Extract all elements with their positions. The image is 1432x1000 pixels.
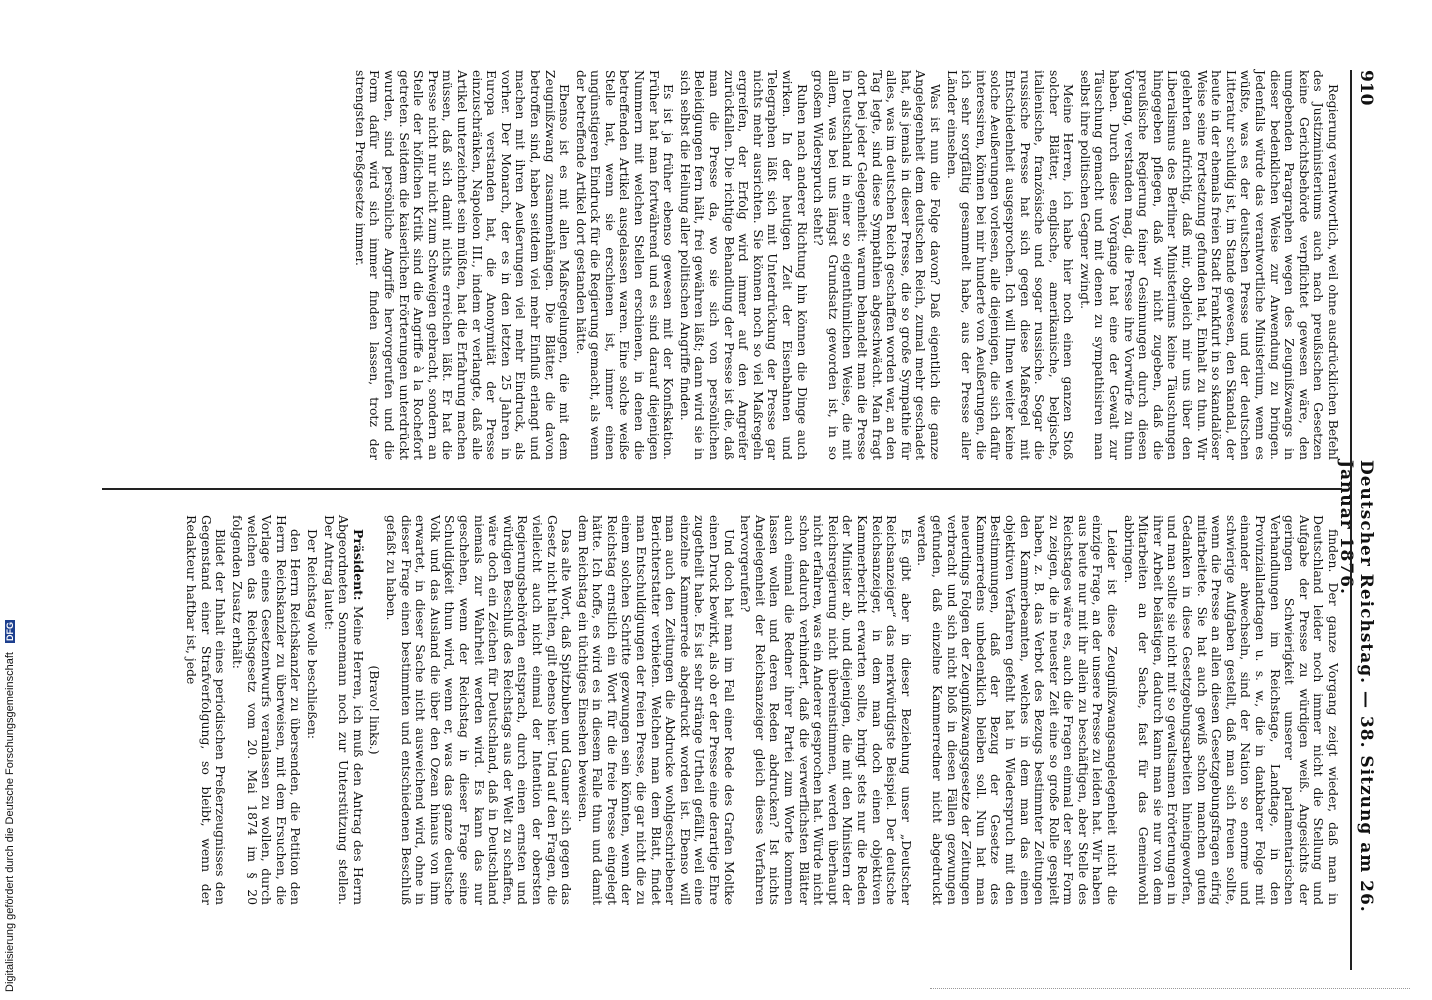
- quote-line: Bildet der Inhalt eines periodischen Preßerzeugnisses den Gegenstand einer Strafverfolgung, so bleibt, wenn der Redakteur haftbar ist, jede: [184, 515, 229, 905]
- paragraph: Und doch hat man im Fall einer Rede des Grafen Moltke einen Druck bewirkt, als ob er der Presse eine derartige Ehre zugetheilt habe. Es ist sehr stränge Urtheil gefällt, weil eine einzelne Kammerrede abgedruckt worden ist. Ebenso will man auch den Zeitungen die Abdrucke wohlgeschriebener Berichterstatter verbieten. Welchen man dem Blatt, findet man Entschuldigungen der freien Presse, die gar nicht die zu einem solchen Schritte gezwungen sein könnten, wenn der Reichstag ernstlich ein Wort für die freie Presse eingelegt hätte. Ich hoffe, es wird es in diesem Falle thun und damit dem Reichstag ein tüchtiges Einsehen beweisen.: [575, 515, 737, 905]
- president-paragraph: [321, 515, 365, 905]
- left-column: [350, 70, 1340, 460]
- paragraph: Leider ist diese Zeugnißzwangsangelegenheit nicht die einzige Frage, an der unsere Presse zu leiden hat. Wir haben aus heute nur mit ihr allein zu beschäftigen, aber Stelle des Reichstages wäre es, auch die Fragen einmal der sehr Form zu zeigen, die in neuester Zeit eine so große Rolle gespielt haben, z. B. das Verbot des Bezugs bestimmter Zeitungen den Kammerbeamten, welches in dem man das einen objektiven Verfahren gefehlt hat in Wiederspruch mit den Bestimmungen, daß der Bezug der Gesetze des Kammerredens unbedenklich bleiben soll. Nun hat man neuerdings Folgen der Zeugnißzwangsgesetze der Zeitungen verbracht und sich nicht bloß in diesen Fällen gezwungen gefunden, daß einzelne Kammerredner nicht abgedruckt werden.: [915, 515, 1121, 905]
- quote-line: Der Reichstag wolle beschließen:: [305, 529, 321, 740]
- page-title: Deutscher Reichstag. — 38. Sitzung am 26. Januar 1876.: [1336, 460, 1376, 913]
- applause-note: (Bravo! links.): [367, 665, 383, 755]
- right-column: [182, 515, 1340, 905]
- page-header: [1336, 70, 1380, 970]
- paragraph: finden. Der ganze Vorgang zeigt wieder, daß man in Deutschland leider noch immer nicht die Stellung und Aufgabe der Presse zu würdigen weiß. Angesichts der geringen Schwierigkeit unserer parlamentarischen Verhandlungen im Reichstage, Landtage, in den Provinziallandtagen u. s. w., die in dankbarer Folge mit einander abwechseln, sind der Nation so enorme und schwierige Aufgaben gestellt, daß man sich freuen sollte, wenn die Presse an allen diesen Gesetzgebungsfragen eifrig mitarbeitete. Sie hat auch gewiß schon manchen guten Gedanken in diese Gesetzgebungsarbeiten hineingeworfen, und man sollte sie nicht mit so gewaltsamen Erörterungen in ihrer Arbeit belästigen, dadurch kann man sie nur von dem Mitarbeiten an der Sache, fast für das Gemeinwohl abbringen.: [1121, 515, 1341, 905]
- paragraph: Was ist nun die Folge davon? Daß eigentlich die ganze Angelegenheit dem deutschen Reich, zumal mehr geschadet hat, als jemals in dieser Presse, die so große Sympathie für alles, was im deutschen Reich geschaffen worden war, an den Tag legte, sind diese Sympathien abgeschwächt. Man fragt dort bei jeder Gelegenheit: warum behandelt man die Presse in Deutschland in einer so eigenthümlichen Weise, die mit allem, was bei uns längst Grundsatz geworden ist, in so großem Widerspruch steht?: [811, 70, 943, 460]
- footer-text: Digitalisierung gefördert durch die Deutsche Forschungsgemeinschaft: [4, 652, 16, 992]
- scan-edge-marks: [930, 988, 1410, 989]
- paragraph: Ruhen nach anderer Richtung hin können die Dinge auch wirken. In der heutigen Zeit der Eisenbahnen und Telegraphen läßt sich mit Unterdrückung der Presse gar nichts mehr ausrichten. Sie können noch so viel Maßregeln ergreifen, der Erfolg wird immer auf den Angreifer zurückfallen. Die richtige Behandlung der Presse ist die, daß man die Presse da, wo sie sich von persönlichen Beleidigungen fern hält, frei gewähren läßt; dann wird sie in sich selbst die Heilung aller politischen Angriffe finden.: [677, 70, 810, 460]
- speaker-label: Präsident:: [350, 529, 366, 601]
- paragraph: Es ist ja früher ebenso gewesen mit der Konfiskation. Früher hat man fortwährend und es sind darauf diejenigen Nummern mit welchen Stellen erschienen, in denen die betreffenden Artikel ausgelassen waren. Eine solche weiße Stelle hat, wenn sie erschienen ist, immer einen ungünstigeren Eindruck für die Regierung gemacht, als wenn der betreffende Artikel dort gestanden hätte.: [573, 70, 677, 460]
- header-rule: [1350, 70, 1352, 970]
- quote-line: den Herrn Reichskanzler zu übersenden, die Petition den Herrn Reichskanzler zu überweisen, mit dem Ersuchen, die Vorlage eines Gesetzentwurfs veranlassen zu wollen, durch welchen das Reichsgesetz vom 20. Mai 1874 im § 20 folgenden Zusatz erhält:: [230, 515, 304, 905]
- paragraph: Ebenso ist es mit allen Maßregelungen, die mit dem Zeugnißzwang zusammenhängen. Die Blätter, die davon betroffen sind, haben seitdem viel mehr Einfluß erlangt und machen mit ihren Aeußerungen viel mehr Eindruck, als vorher. Der Monarch, der es in den letzten 25 Jahren in Europa verstanden hat, die Anonymität der Presse einzuschränken, Napoleon III., indem er verlangte, daß alle Artikel unterzeichnet sein müßten, hat die Erfahrung machen müssen, daß sich damit nichts erreichen läßt. Er hat die Presse nicht nur nicht zum Schweigen gebracht, sondern an Stelle der höflichen Kritik sind die Angriffe à la Rochefort getreten. Seitdem die kaiserlichen Erörterungen unterdrückt wurden, sind persönliche Angriffe hervorgerufen und die Form dafür wird sich immer finden lassen, trotz der strengsten Preßgesetze immer.: [352, 70, 573, 460]
- footer-strip: [4, 0, 26, 1000]
- paragraph: Meine Herren, ich habe hier noch einen ganzen Stoß solcher Blätter, englische, amerikanische, belgische, italienische, französische und sogar russische. Sogar die russische Presse hat sich gegen diese Maßregel mit Entschiedenheit ausgesprochen. Ich will Ihnen weiter keine solche Aeußerungen vorlesen, alle diejenigen, die sich dafür interessiren, können bei mir hunderte von Aeußerungen, die ich sehr sorgfältig gesammelt habe, aus der Presse aller Länder einsehen.: [944, 70, 1077, 460]
- paragraph: Das alte Wort, daß Spitzbuben und Gauner sich gegen das Gesetz nicht halten, gilt ebenso hier. Und auf den Fragen, die vielleicht auch nicht einmal der Intention der obersten Regierungsbehörden entsprach, durch einen ernsten und würdigen Beschluß des Reichstags aus der Welt zu schaffen, wäre doch ein Zeichen für Deutschland, daß in Deutschland niemals zur Wahrheit werden wird. Es kann das nur geschehen, wenn der Reichstag in dieser Frage seine Schuldigkeit thun wird, wenn er, was das ganze deutsche Volk und das Ausland die über den Ozean hinaus von ihm erwartet, in dieser Sache nicht ausweichend wird, ohne in dieser Frage einen bestimmten und entschiedenen Beschluß gefaßt zu haben.: [384, 515, 575, 905]
- column-divider: [102, 488, 1342, 490]
- paragraph: Es gibt aber in dieser Beziehung unser „Deutscher Reichsanzeiger“ das merkwürdigste Beispiel. Der deutsche Reichsanzeiger, in dem man doch einen objektiven Kammerbericht erwarten sollte, bringt stets nur die Reden der Minister ab, und diejenigen, die mit den Ministern der Reichsregierung nicht übereinstimmen, werden überhaupt nicht erfahren, was ein Anderer gesprochen hat. Würde nicht schon dadurch verhindert, daß die verwerflichsten Blätter auch einmal die Redner ihrer Partei zum Worte kommen lassen wollen und deren Reden abdrucken? Ist nichts Angelegenheit der Reichsanzeiger gleich dieses Verfahren hervorgerufen?: [738, 515, 914, 905]
- paragraph: Regierung verantwortlich, weil ohne ausdrücklichen Befehl des Justizministeriums auch nach preußischen Gesetzen keine Gerichtsbehörde verpflichtet gewesen wäre, den umgebenden Paragraphen wegen des Zeugnißzwangs in dieser bedenklichen Weise zur Anwendung zu bringen. Jedenfalls würde das verantwortliche Ministerium, wenn es wüßte, was es der deutschen Presse und der deutschen Litteratur schuldig ist, im Stande gewesen, den Skandal, der heute in der ehemals freien Stadt Frankfurt in so skandalöser Weise seine Fortsetzung gefunden hat, Einhalt zu thun. Wir gelehrten aufrichtig, daß mir, obgleich mir uns über den Liberalismus des Berliner Ministeriums keine Täuschungen hingegeben pflegen, daß wir nicht zugeben, daß die preußische Regierung feiner Gesinnungen durch diesen Vorgang, verstanden mag, die Presse ihre Vorwürfe zu thun haben. Durch diese Vorgänge hat eine der Gewalt zur Täuschung gemacht und mit denen zu sympathisiren man selbst ihre politischen Gegner zwingt.: [1077, 70, 1341, 460]
- page-number: 910: [1356, 70, 1376, 106]
- rotated-page-content: [90, 70, 1380, 970]
- speech-text: Meine Herren, ich muß den Antrag des Herrn Abgeordneten Sonnemann noch zur Unterstützung stellen. Der Antrag lautet:: [321, 515, 366, 905]
- dfg-logo-icon: DFG: [5, 621, 15, 641]
